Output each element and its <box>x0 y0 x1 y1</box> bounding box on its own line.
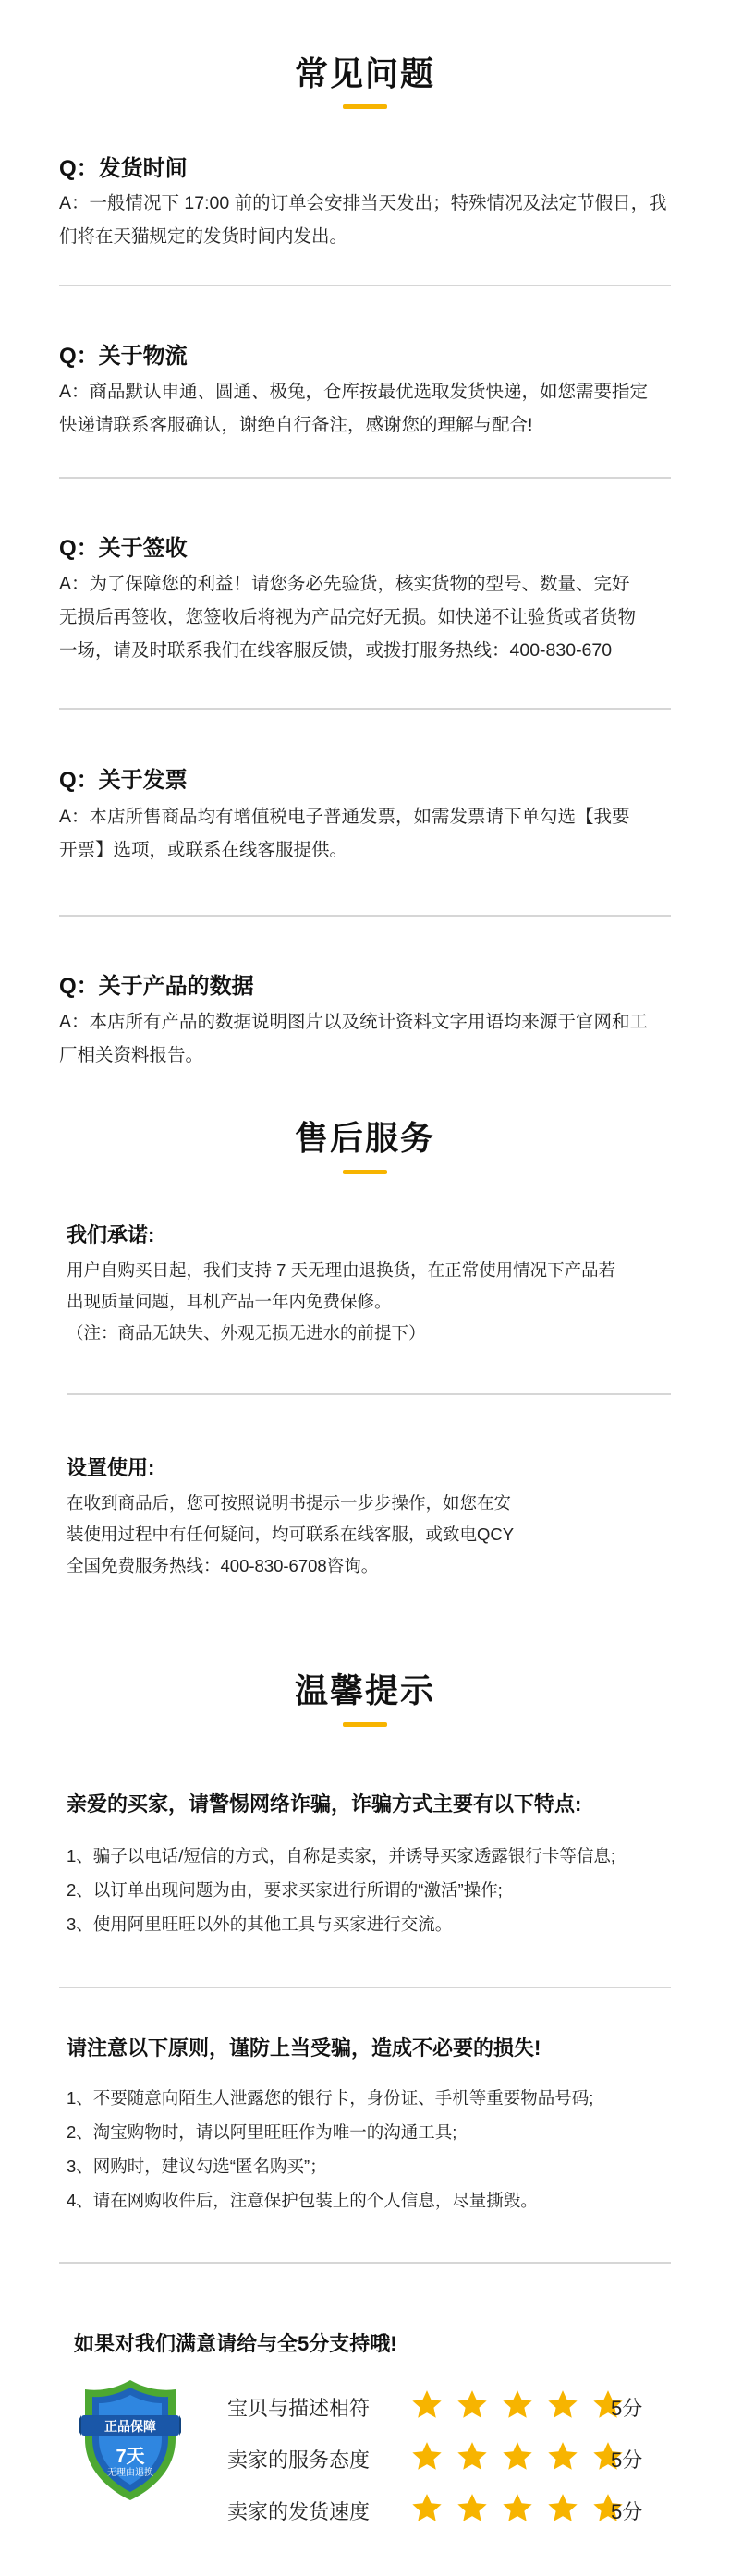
faq-divider <box>59 477 671 479</box>
star-icon <box>501 2441 534 2473</box>
star-rating <box>410 2493 625 2524</box>
star-icon <box>501 2389 534 2421</box>
setup-text: 在收到商品后，您可按照说明书提示一步步操作，如您在安 装使用过程中有任何疑问，均可联系在线客服，或致电QCY 全国免费服务热线：400-830-6708咨询。 <box>67 1493 515 1575</box>
faq-divider <box>59 285 671 286</box>
rating-label: 宝贝与描述相符 <box>227 2397 371 2420</box>
rating-prompt: 如果对我们满意请给与全5分支持哦! <box>74 2332 397 2355</box>
star-icon <box>546 2441 579 2473</box>
tips-divider <box>59 1987 671 1988</box>
tips-title: 温馨提示 <box>294 1671 435 1709</box>
setup-heading: 设置使用: <box>67 1456 155 1479</box>
star-rating <box>410 2441 625 2473</box>
faq-question-signing: Q：关于签收 <box>59 536 188 561</box>
faq-question-invoice: Q：关于发票 <box>59 768 188 793</box>
faq-question-logistics: Q：关于物流 <box>59 344 188 369</box>
star-icon <box>456 2493 489 2524</box>
star-icon <box>410 2389 444 2421</box>
rating-label: 卖家的服务态度 <box>227 2448 371 2472</box>
badge-days-text: 7天 <box>116 2447 145 2467</box>
faq-answer-invoice: A：本店所售商品均有增值税电子普通发票，如需发票请下单勾选【我要 开票】选项，或联系在线客服提供。 <box>59 807 630 860</box>
star-icon <box>410 2493 444 2524</box>
quality-guarantee-badge <box>79 2376 181 2506</box>
faq-answer-logistics: A：商品默认申通、圆通、极兔，仓库按最优选取发货快递，如您需要指定 快递请联系客服确认，谢绝自行备注，感谢您的理解与配合! <box>59 382 649 435</box>
star-icon <box>546 2389 579 2421</box>
rating-label: 卖家的发货速度 <box>227 2500 371 2523</box>
star-rating <box>410 2389 625 2421</box>
rating-score: 5分 <box>611 2397 643 2420</box>
rating-score: 5分 <box>611 2500 643 2523</box>
fraud-list: 1、骗子以电话/短信的方式，自称是卖家，并诱导买家透露银行卡等信息; 2、以订单出现问题为由，要求买家进行所谓的“激活”操作; 3、使用阿里旺旺以外的其他工具与买家进行交流。 <box>67 1846 616 1934</box>
faq-answer-product-data: A：本店所有产品的数据说明图片以及统计资料文字用语均来源于官网和工 厂相关资料报告。 <box>59 1012 649 1065</box>
principles-heading: 请注意以下原则，谨防上当受骗，造成不必要的损失! <box>67 2036 541 2060</box>
faq-divider <box>59 708 671 710</box>
tips-title-underline <box>343 1722 387 1727</box>
faq-title-underline <box>343 104 387 109</box>
faq-answer-shipping-time: A：一般情况下 17:00 前的订单会安排当天发出；特殊情况及法定节假日，我 们将在天猫规定的发货时间内发出。 <box>59 193 667 247</box>
after-sales-title: 售后服务 <box>294 1119 435 1157</box>
promise-heading: 我们承诺: <box>67 1223 155 1246</box>
faq-divider <box>59 915 671 917</box>
star-icon <box>546 2493 579 2524</box>
tips-divider <box>59 2262 671 2264</box>
star-icon <box>456 2441 489 2473</box>
star-icon <box>410 2441 444 2473</box>
faq-title: 常见问题 <box>294 55 435 92</box>
faq-answer-signing: A：为了保障您的利益！请您务必先验货，核实货物的型号、数量、完好 无损后再签收，您签收后将视为产品完好无损。如快递不让验货或者货物 一场，请及时联系我们在线客服反馈，或拨打服务热线：400-830-670 <box>59 574 637 661</box>
star-icon <box>456 2389 489 2421</box>
after-sales-divider <box>67 1393 671 1395</box>
faq-question-product-data: Q：关于产品的数据 <box>59 974 254 999</box>
fraud-heading: 亲爱的买家，请警惕网络诈骗，诈骗方式主要有以下特点: <box>67 1792 582 1816</box>
rating-score: 5分 <box>611 2448 643 2472</box>
badge-sub-text: 无理由退换 <box>107 2468 153 2478</box>
principles-list: 1、不要随意向陌生人泄露您的银行卡，身份证、手机等重要物品号码; 2、淘宝购物时，请以阿里旺旺作为唯一的沟通工具; 3、网购时，建议勾选“匿名购买”； 4、请在网购收件后，注意保护包装上的个人信息，尽量撕毁。 <box>67 2088 594 2210</box>
after-sales-title-underline <box>343 1170 387 1174</box>
star-icon <box>501 2493 534 2524</box>
faq-question-shipping-time: Q：发货时间 <box>59 156 188 181</box>
badge-top-text: 正品保障 <box>104 2419 156 2434</box>
promise-text: 用户自购买日起，我们支持 7 天无理由退换货，在正常使用情况下产品若 出现质量问题，耳机产品一年内免费保修。 （注：商品无缺失、外观无损无进水的前提下） <box>67 1260 616 1343</box>
